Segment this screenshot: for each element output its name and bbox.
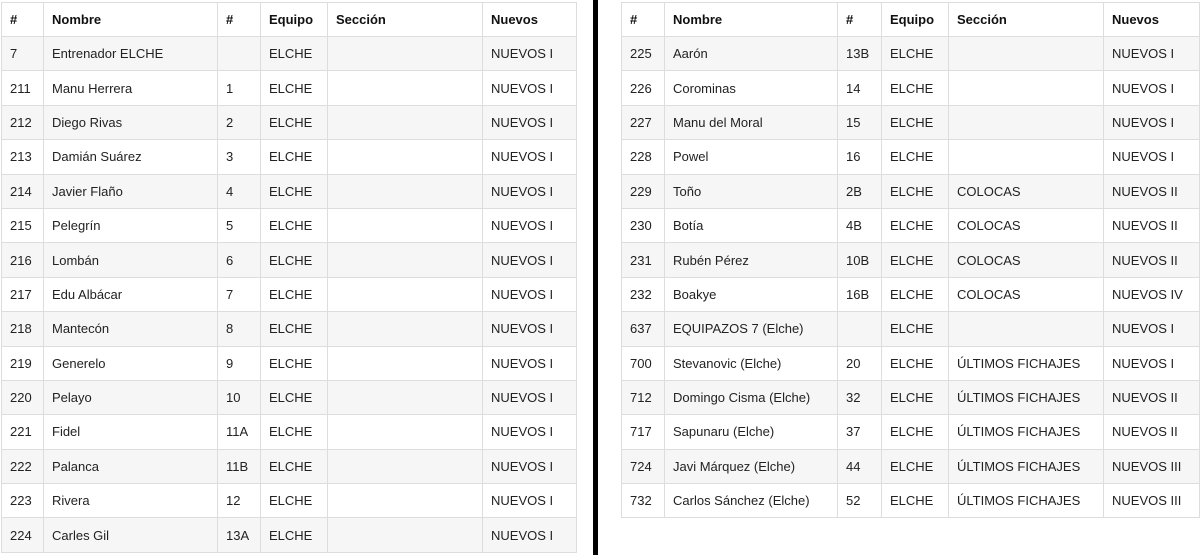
cell-name: Diego Rivas <box>44 105 218 139</box>
cell-team: ELCHE <box>882 243 949 277</box>
col-team-header: Equipo <box>261 3 328 37</box>
col-new-header: Nuevos <box>1104 3 1200 37</box>
cell-id: 219 <box>2 346 44 380</box>
col-number-header: # <box>218 3 261 37</box>
cell-name: Damián Suárez <box>44 140 218 174</box>
table-row <box>2 312 577 346</box>
cell-id: 218 <box>2 312 44 346</box>
cell-id: 212 <box>2 105 44 139</box>
cell-number: 6 <box>218 243 261 277</box>
table-row <box>622 243 1200 277</box>
cell-team: ELCHE <box>882 346 949 380</box>
col-name-header: Nombre <box>44 3 218 37</box>
cell-section <box>328 277 483 311</box>
cell-name: Stevanovic (Elche) <box>665 346 838 380</box>
cell-team: ELCHE <box>261 208 328 242</box>
cell-id: 213 <box>2 140 44 174</box>
cell-id: 228 <box>622 140 665 174</box>
cell-id: 226 <box>622 71 665 105</box>
cell-name: Entrenador ELCHE <box>44 37 218 71</box>
cell-team: ELCHE <box>261 71 328 105</box>
cell-id: 724 <box>622 449 665 483</box>
cell-new: NUEVOS I <box>483 243 577 277</box>
cell-new: NUEVOS I <box>1104 140 1200 174</box>
cell-new: NUEVOS I <box>483 518 577 552</box>
cell-new: NUEVOS IV <box>1104 277 1200 311</box>
col-number-header: # <box>838 3 882 37</box>
cell-name: Rivera <box>44 484 218 518</box>
table-row <box>622 140 1200 174</box>
cell-name: Palanca <box>44 449 218 483</box>
cell-id: 221 <box>2 415 44 449</box>
cell-id: 229 <box>622 174 665 208</box>
cell-new: NUEVOS I <box>483 208 577 242</box>
cell-number: 4 <box>218 174 261 208</box>
cell-name: Lombán <box>44 243 218 277</box>
cell-section <box>328 380 483 414</box>
cell-section: ÚLTIMOS FICHAJES <box>949 380 1104 414</box>
cell-name: Javi Márquez (Elche) <box>665 449 838 483</box>
cell-section: ÚLTIMOS FICHAJES <box>949 484 1104 518</box>
cell-section <box>949 71 1104 105</box>
table-row <box>622 277 1200 311</box>
cell-new: NUEVOS I <box>483 380 577 414</box>
cell-number: 7 <box>218 277 261 311</box>
cell-section <box>328 208 483 242</box>
cell-name: Manu del Moral <box>665 105 838 139</box>
cell-number: 3 <box>218 140 261 174</box>
cell-number: 16B <box>838 277 882 311</box>
cell-name: Mantecón <box>44 312 218 346</box>
cell-new: NUEVOS I <box>1104 312 1200 346</box>
cell-section <box>328 243 483 277</box>
right-panel <box>621 0 1200 555</box>
cell-id: 732 <box>622 484 665 518</box>
table-row <box>622 415 1200 449</box>
cell-new: NUEVOS I <box>483 346 577 380</box>
cell-number: 10B <box>838 243 882 277</box>
table-row <box>622 346 1200 380</box>
cell-section <box>949 140 1104 174</box>
cell-team: ELCHE <box>882 312 949 346</box>
cell-new: NUEVOS II <box>1104 174 1200 208</box>
table-row <box>2 174 577 208</box>
cell-name: Toño <box>665 174 838 208</box>
cell-name: Edu Albácar <box>44 277 218 311</box>
cell-number: 2B <box>838 174 882 208</box>
cell-team: ELCHE <box>882 140 949 174</box>
cell-name: Manu Herrera <box>44 71 218 105</box>
cell-section: COLOCAS <box>949 277 1104 311</box>
cell-team: ELCHE <box>261 346 328 380</box>
table-row <box>2 243 577 277</box>
cell-number: 12 <box>218 484 261 518</box>
col-id-header: # <box>2 3 44 37</box>
cell-number: 52 <box>838 484 882 518</box>
table-row <box>622 37 1200 71</box>
cell-team: ELCHE <box>261 380 328 414</box>
cell-id: 216 <box>2 243 44 277</box>
cell-number: 11B <box>218 449 261 483</box>
cell-number: 8 <box>218 312 261 346</box>
cell-number: 13B <box>838 37 882 71</box>
cell-id: 223 <box>2 484 44 518</box>
cell-team: ELCHE <box>261 174 328 208</box>
cell-id: 7 <box>2 37 44 71</box>
cell-name: EQUIPAZOS 7 (Elche) <box>665 312 838 346</box>
table-row <box>622 174 1200 208</box>
cell-new: NUEVOS II <box>1104 415 1200 449</box>
cell-team: ELCHE <box>882 208 949 242</box>
cell-new: NUEVOS I <box>483 312 577 346</box>
col-team-header: Equipo <box>882 3 949 37</box>
cell-new: NUEVOS I <box>483 484 577 518</box>
cell-new: NUEVOS I <box>1104 71 1200 105</box>
cell-id: 211 <box>2 71 44 105</box>
table-row <box>2 105 577 139</box>
cell-section <box>949 312 1104 346</box>
cell-name: Generelo <box>44 346 218 380</box>
cell-name: Botía <box>665 208 838 242</box>
cell-id: 215 <box>2 208 44 242</box>
cell-id: 227 <box>622 105 665 139</box>
cell-new: NUEVOS I <box>483 277 577 311</box>
table-row <box>2 484 577 518</box>
cell-name: Carlos Sánchez (Elche) <box>665 484 838 518</box>
cell-new: NUEVOS II <box>1104 208 1200 242</box>
cell-section <box>328 37 483 71</box>
cell-id: 232 <box>622 277 665 311</box>
cell-new: NUEVOS III <box>1104 449 1200 483</box>
table-row <box>2 415 577 449</box>
cell-team: ELCHE <box>261 277 328 311</box>
table-row <box>2 518 577 552</box>
cell-team: ELCHE <box>882 71 949 105</box>
cell-name: Rubén Pérez <box>665 243 838 277</box>
cell-section <box>949 105 1104 139</box>
cell-team: ELCHE <box>882 484 949 518</box>
cell-number: 10 <box>218 380 261 414</box>
cell-number: 13A <box>218 518 261 552</box>
cell-name: Pelayo <box>44 380 218 414</box>
table-row <box>622 71 1200 105</box>
left-table <box>1 2 577 553</box>
left-header-row <box>2 3 577 37</box>
cell-section <box>328 174 483 208</box>
cell-name: Powel <box>665 140 838 174</box>
cell-team: ELCHE <box>261 415 328 449</box>
cell-new: NUEVOS I <box>483 415 577 449</box>
cell-number: 4B <box>838 208 882 242</box>
table-row <box>622 105 1200 139</box>
cell-number <box>838 312 882 346</box>
cell-new: NUEVOS I <box>1104 37 1200 71</box>
cell-team: ELCHE <box>261 484 328 518</box>
cell-id: 220 <box>2 380 44 414</box>
cell-team: ELCHE <box>882 277 949 311</box>
cell-team: ELCHE <box>882 37 949 71</box>
table-row <box>2 37 577 71</box>
cell-number: 11A <box>218 415 261 449</box>
table-row <box>2 277 577 311</box>
panel-divider <box>593 0 598 555</box>
cell-id: 231 <box>622 243 665 277</box>
cell-team: ELCHE <box>261 518 328 552</box>
cell-number: 5 <box>218 208 261 242</box>
cell-section <box>328 518 483 552</box>
cell-section: COLOCAS <box>949 174 1104 208</box>
right-header-row <box>622 3 1200 37</box>
table-row <box>622 484 1200 518</box>
cell-team: ELCHE <box>882 105 949 139</box>
cell-number: 20 <box>838 346 882 380</box>
table-row <box>622 380 1200 414</box>
cell-name: Domingo Cisma (Elche) <box>665 380 838 414</box>
cell-section <box>328 484 483 518</box>
col-id-header: # <box>622 3 665 37</box>
col-section-header: Sección <box>328 3 483 37</box>
table-row <box>2 71 577 105</box>
cell-section <box>328 105 483 139</box>
cell-section <box>949 37 1104 71</box>
table-row <box>2 140 577 174</box>
cell-new: NUEVOS I <box>483 140 577 174</box>
cell-name: Corominas <box>665 71 838 105</box>
cell-section: COLOCAS <box>949 208 1104 242</box>
col-new-header: Nuevos <box>483 3 577 37</box>
cell-number: 2 <box>218 105 261 139</box>
table-row <box>2 208 577 242</box>
cell-new: NUEVOS II <box>1104 380 1200 414</box>
cell-new: NUEVOS III <box>1104 484 1200 518</box>
cell-id: 712 <box>622 380 665 414</box>
cell-number: 9 <box>218 346 261 380</box>
cell-name: Sapunaru (Elche) <box>665 415 838 449</box>
cell-team: ELCHE <box>261 243 328 277</box>
right-table <box>621 2 1200 518</box>
cell-number: 32 <box>838 380 882 414</box>
cell-section: ÚLTIMOS FICHAJES <box>949 346 1104 380</box>
cell-number: 1 <box>218 71 261 105</box>
table-row <box>2 449 577 483</box>
cell-name: Carles Gil <box>44 518 218 552</box>
cell-number: 16 <box>838 140 882 174</box>
cell-id: 700 <box>622 346 665 380</box>
cell-team: ELCHE <box>882 415 949 449</box>
cell-section: ÚLTIMOS FICHAJES <box>949 415 1104 449</box>
cell-name: Fidel <box>44 415 218 449</box>
cell-team: ELCHE <box>261 449 328 483</box>
cell-number: 15 <box>838 105 882 139</box>
cell-id: 230 <box>622 208 665 242</box>
cell-id: 637 <box>622 312 665 346</box>
cell-team: ELCHE <box>261 140 328 174</box>
cell-section <box>328 140 483 174</box>
cell-section <box>328 346 483 380</box>
cell-name: Boakye <box>665 277 838 311</box>
cell-team: ELCHE <box>261 37 328 71</box>
cell-number: 14 <box>838 71 882 105</box>
cell-section <box>328 71 483 105</box>
table-row <box>622 208 1200 242</box>
cell-id: 225 <box>622 37 665 71</box>
cell-new: NUEVOS II <box>1104 243 1200 277</box>
cell-id: 717 <box>622 415 665 449</box>
cell-team: ELCHE <box>882 449 949 483</box>
cell-section: COLOCAS <box>949 243 1104 277</box>
table-row <box>2 346 577 380</box>
cell-new: NUEVOS I <box>483 449 577 483</box>
table-row <box>622 449 1200 483</box>
cell-name: Aarón <box>665 37 838 71</box>
left-panel <box>0 0 576 555</box>
cell-new: NUEVOS I <box>483 105 577 139</box>
cell-new: NUEVOS I <box>483 71 577 105</box>
cell-team: ELCHE <box>882 380 949 414</box>
cell-section <box>328 415 483 449</box>
cell-team: ELCHE <box>261 312 328 346</box>
cell-number: 44 <box>838 449 882 483</box>
cell-section <box>328 449 483 483</box>
cell-number: 37 <box>838 415 882 449</box>
col-section-header: Sección <box>949 3 1104 37</box>
cell-new: NUEVOS I <box>483 37 577 71</box>
cell-team: ELCHE <box>261 105 328 139</box>
cell-section: ÚLTIMOS FICHAJES <box>949 449 1104 483</box>
cell-section <box>328 312 483 346</box>
cell-number <box>218 37 261 71</box>
cell-id: 224 <box>2 518 44 552</box>
table-row <box>622 312 1200 346</box>
cell-new: NUEVOS I <box>483 174 577 208</box>
cell-id: 217 <box>2 277 44 311</box>
cell-id: 222 <box>2 449 44 483</box>
cell-name: Pelegrín <box>44 208 218 242</box>
table-row <box>2 380 577 414</box>
cell-team: ELCHE <box>882 174 949 208</box>
col-name-header: Nombre <box>665 3 838 37</box>
cell-new: NUEVOS I <box>1104 346 1200 380</box>
cell-new: NUEVOS I <box>1104 105 1200 139</box>
cell-name: Javier Flaño <box>44 174 218 208</box>
cell-id: 214 <box>2 174 44 208</box>
